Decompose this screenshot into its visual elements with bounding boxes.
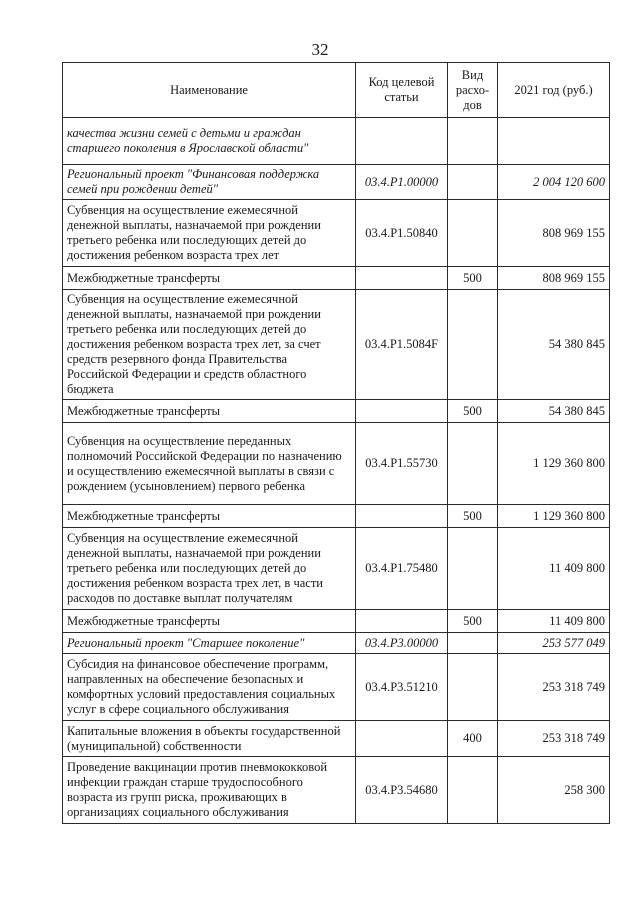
row-type	[448, 654, 498, 721]
row-code	[356, 610, 448, 633]
table-header-row	[63, 63, 610, 118]
row-amount: 1 129 360 800	[498, 423, 610, 505]
row-code	[356, 505, 448, 528]
row-name: Межбюджетные трансферты	[63, 505, 356, 528]
row-type	[448, 118, 498, 165]
table-row	[63, 400, 610, 423]
row-type: 500	[448, 400, 498, 423]
row-name: Межбюджетные трансферты	[63, 400, 356, 423]
row-amount: 2 004 120 600	[498, 165, 610, 200]
row-amount: 253 577 049	[498, 633, 610, 654]
row-type: 500	[448, 267, 498, 290]
row-amount: 808 969 155	[498, 200, 610, 267]
header-amount: 2021 год (руб.)	[498, 63, 610, 118]
row-name: Капитальные вложения в объекты государственной (муниципальной) собственности	[63, 721, 356, 757]
page-number: 32	[311, 40, 329, 59]
row-type	[448, 528, 498, 610]
table-row	[63, 528, 610, 610]
row-amount	[498, 118, 610, 165]
row-code	[356, 400, 448, 423]
row-code	[356, 267, 448, 290]
row-amount: 11 409 800	[498, 528, 610, 610]
row-amount: 808 969 155	[498, 267, 610, 290]
row-name: Субвенция на осуществление ежемесячной денежной выплаты, назначаемой при рождении третьего ребенка или последующих детей до достижения ребенком возраста трех лет, за счет средств резервного фонда Правительства Российской Федерации и средств областного бюджета	[63, 290, 356, 400]
row-amount: 11 409 800	[498, 610, 610, 633]
table-row	[63, 721, 610, 757]
row-code: 03.4.P1.00000	[356, 165, 448, 200]
header-code: Код целевой статьи	[356, 63, 448, 118]
table-row	[63, 633, 610, 654]
row-amount: 54 380 845	[498, 290, 610, 400]
table-row	[63, 654, 610, 721]
table-row	[63, 200, 610, 267]
row-code: 03.4.P3.51210	[356, 654, 448, 721]
row-amount: 1 129 360 800	[498, 505, 610, 528]
table-row	[63, 118, 610, 165]
row-type: 500	[448, 505, 498, 528]
table-row	[63, 290, 610, 400]
row-code: 03.4.P3.00000	[356, 633, 448, 654]
row-name: качества жизни семей с детьми и граждан старшего поколения в Ярославской области"	[63, 118, 356, 165]
row-type	[448, 757, 498, 824]
row-name: Субвенция на осуществление ежемесячной денежной выплаты, назначаемой при рождении третьего ребенка или последующих детей до достижения ребенком возраста трех лет	[63, 200, 356, 267]
budget-table	[62, 62, 610, 824]
row-code: 03.4.P1.75480	[356, 528, 448, 610]
row-type	[448, 290, 498, 400]
table-row	[63, 423, 610, 505]
row-type: 400	[448, 721, 498, 757]
row-code: 03.4.P1.50840	[356, 200, 448, 267]
table-row	[63, 165, 610, 200]
row-amount: 253 318 749	[498, 654, 610, 721]
row-amount: 54 380 845	[498, 400, 610, 423]
row-name: Субсидия на финансовое обеспечение программ, направленных на обеспечение безопасных и комфортных условий предоставления социальных услуг в сфере социального обслуживания	[63, 654, 356, 721]
row-type	[448, 200, 498, 267]
row-type	[448, 165, 498, 200]
row-amount: 258 300	[498, 757, 610, 824]
row-code	[356, 118, 448, 165]
table-row	[63, 505, 610, 528]
row-type: 500	[448, 610, 498, 633]
row-code: 03.4.P3.54680	[356, 757, 448, 824]
row-code	[356, 721, 448, 757]
header-type: Вид расхо-дов	[448, 63, 498, 118]
row-name: Субвенция на осуществление переданных полномочий Российской Федерации по назначению и осуществлению ежемесячной выплаты в связи с рождением (усыновлением) первого ребенка	[63, 423, 356, 505]
row-name: Проведение вакцинации против пневмококковой инфекции граждан старше трудоспособного возраста из групп риска, проживающих в организациях социального обслуживания	[63, 757, 356, 824]
row-code: 03.4.P1.55730	[356, 423, 448, 505]
row-name: Региональный проект "Финансовая поддержка семей при рождении детей"	[63, 165, 356, 200]
row-type	[448, 633, 498, 654]
table-row	[63, 610, 610, 633]
row-amount: 253 318 749	[498, 721, 610, 757]
table-row	[63, 757, 610, 824]
table-row	[63, 267, 610, 290]
row-name: Межбюджетные трансферты	[63, 267, 356, 290]
header-name: Наименование	[63, 63, 356, 118]
row-type	[448, 423, 498, 505]
row-code: 03.4.P1.5084F	[356, 290, 448, 400]
row-name: Региональный проект "Старшее поколение"	[63, 633, 356, 654]
row-name: Субвенция на осуществление ежемесячной денежной выплаты, назначаемой при рождении третьего ребенка или последующих детей до достижения ребенком возраста трех лет, в части расходов по доставке выплат получателям	[63, 528, 356, 610]
row-name: Межбюджетные трансферты	[63, 610, 356, 633]
